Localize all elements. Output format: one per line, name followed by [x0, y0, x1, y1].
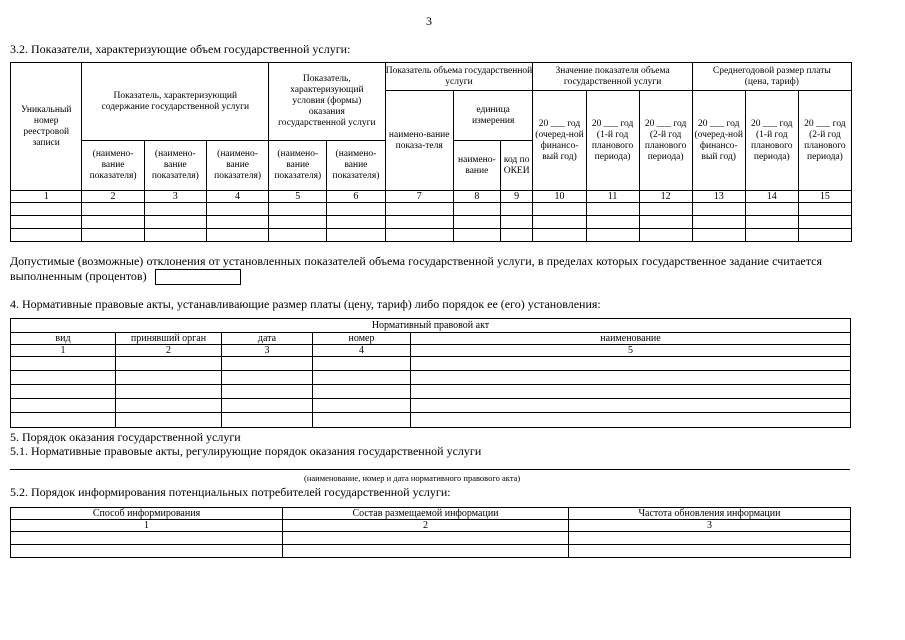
- column-number: 4: [313, 345, 411, 357]
- column-number: 10: [533, 191, 586, 203]
- column-number: 3: [222, 345, 313, 357]
- column-number: 2: [82, 191, 144, 203]
- column-number: 2: [283, 520, 569, 532]
- column-header: Частота обновления информации: [569, 508, 851, 520]
- header-price-year-current: 20 ___ год (очеред-ной финансо-вый год): [692, 91, 745, 191]
- column-number: 11: [586, 191, 639, 203]
- legal-act-entry-line[interactable]: [10, 469, 850, 470]
- column-number: 3: [144, 191, 206, 203]
- column-number: 15: [798, 191, 851, 203]
- column-header: принявший орган: [116, 333, 222, 345]
- legal-act-caption: (наименование, номер и дата нормативного правового акта): [304, 473, 521, 483]
- header-sub-name: (наимено-вание показателя): [144, 141, 206, 191]
- column-header: наименование: [411, 333, 851, 345]
- legal-acts-table: [10, 318, 851, 428]
- header-unit-name: наимено-вание: [453, 141, 500, 191]
- page-number: 3: [426, 14, 432, 28]
- column-number: 1: [11, 520, 283, 532]
- header-unit: единица измерения: [453, 91, 533, 141]
- deviation-percent-field[interactable]: [155, 269, 241, 285]
- header-unique-number: Уникальный номер реестровой записи: [11, 63, 82, 191]
- table-row: [11, 229, 852, 242]
- deviation-paragraph: [10, 254, 822, 285]
- column-number: 1: [11, 191, 82, 203]
- header-sub-name: (наимено-вание показателя): [269, 141, 327, 191]
- informing-table: [10, 507, 851, 558]
- column-number: 5: [269, 191, 327, 203]
- column-number: 7: [385, 191, 453, 203]
- header-price-year-plan2: 20 ___ год (2-й год планового периода): [798, 91, 851, 191]
- section-5-2-title: 5.2. Порядок информирования потенциальных потребителей государственной услуги:: [10, 485, 451, 499]
- deviation-text: Допустимые (возможные) отклонения от установленных показателей объема государственной услуги, в пределах которых государственное задание считается выполненным (процентов): [10, 254, 822, 283]
- table-row: [11, 203, 852, 216]
- column-number: 8: [453, 191, 500, 203]
- header-sub-name: (наимено-вание показателя): [327, 141, 385, 191]
- column-number: 13: [692, 191, 745, 203]
- column-number: 4: [206, 191, 268, 203]
- section-3-2-title: 3.2. Показатели, характеризующие объем государственной услуги:: [10, 42, 351, 56]
- column-header: Состав размещаемой информации: [283, 508, 569, 520]
- header-sub-name: (наимено-вание показателя): [82, 141, 144, 191]
- header-okei-code: код по ОКЕИ: [500, 141, 533, 191]
- column-number: 12: [639, 191, 692, 203]
- header-volume-indicator: Показатель объема государственной услуги: [385, 63, 533, 91]
- header-year-current: 20 ___ год (очеред-ной финансо-вый год): [533, 91, 586, 191]
- column-number: 1: [11, 345, 116, 357]
- header-volume-value: Значение показателя объема государственной услуги: [533, 63, 692, 91]
- table-row: [11, 357, 851, 371]
- header-content-indicator: Показатель, характеризующий содержание государственной услуги: [82, 63, 269, 141]
- table-row: [11, 532, 851, 545]
- header-avg-price: Среднегодовой размер платы (цена, тариф): [692, 63, 851, 91]
- header-price-year-plan1: 20 ___ год (1-й год планового периода): [745, 91, 798, 191]
- header-indicator-name: наимено-вание показа-теля: [385, 91, 453, 191]
- section-4-title: 4. Нормативные правовые акты, устанавливающие размер платы (цену, тариф) либо порядок ее (его) установления:: [10, 297, 601, 311]
- column-number: 5: [411, 345, 851, 357]
- column-header: Способ информирования: [11, 508, 283, 520]
- table-row: [11, 385, 851, 399]
- column-number: 6: [327, 191, 385, 203]
- table-row: [11, 216, 852, 229]
- column-number: 9: [500, 191, 533, 203]
- section-5-1-title: 5.1. Нормативные правовые акты, регулирующие порядок оказания государственной услуги: [10, 444, 482, 458]
- volume-indicators-table: [10, 62, 852, 242]
- column-number: 2: [116, 345, 222, 357]
- column-number: 3: [569, 520, 851, 532]
- column-number: 14: [745, 191, 798, 203]
- table-row: [11, 545, 851, 558]
- table-row: [11, 399, 851, 413]
- header-conditions-indicator: Показатель, характеризующий условия (формы) оказания государственной услуги: [269, 63, 385, 141]
- header-year-plan1: 20 ___ год (1-й год планового периода): [586, 91, 639, 191]
- column-header: вид: [11, 333, 116, 345]
- table-row: [11, 413, 851, 428]
- legal-act-title: Нормативный правовой акт: [11, 319, 851, 333]
- table-row: [11, 371, 851, 385]
- header-sub-name: (наимено-вание показателя): [206, 141, 268, 191]
- section-5-title: 5. Порядок оказания государственной услуги: [10, 430, 241, 444]
- header-year-plan2: 20 ___ год (2-й год планового периода): [639, 91, 692, 191]
- column-header: дата: [222, 333, 313, 345]
- column-header: номер: [313, 333, 411, 345]
